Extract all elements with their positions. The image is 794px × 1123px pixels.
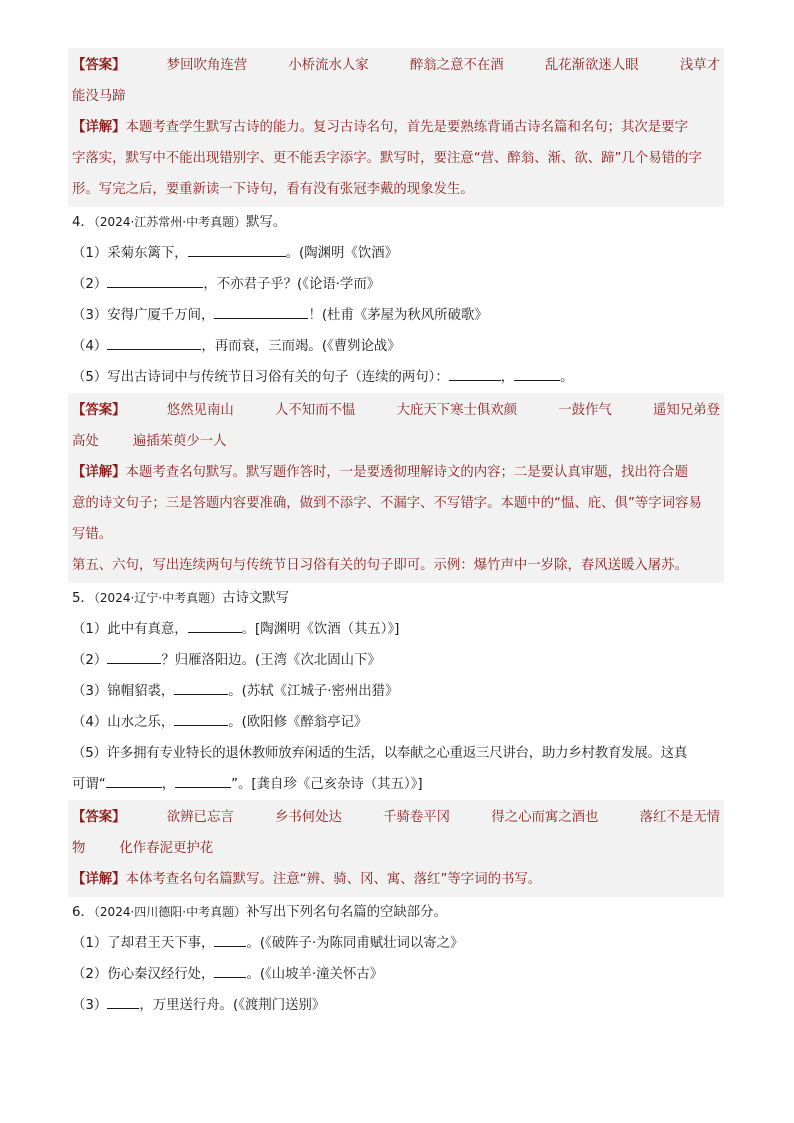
detail-line: 意的诗文句子；三是答题内容要准确，做到不添字、不漏字、不写错字。本题中的“愠、庇、俱”等字词容易 [72, 496, 702, 511]
item-text: 。(《破阵子·为陈同甫赋壮词以寄之》 [246, 936, 464, 951]
item-text: ”。[龚自珍《己亥杂诗（其五）》] [231, 777, 423, 792]
document-page [68, 48, 724, 1021]
question-item [72, 614, 720, 645]
question-item [72, 928, 720, 959]
item-text: （2） [72, 653, 108, 668]
detail-text: 本题考查学生默写古诗的能力。复习古诗名句，首先是要熟练背诵古诗名篇和名句；其次是要字 [125, 120, 688, 135]
item-text: （2） [72, 277, 108, 292]
question-item [72, 238, 720, 269]
item-text: （3）锦帽貂裘， [72, 684, 175, 699]
answer-item: 醉翁之意不在酒 [409, 58, 504, 73]
answer-item: 物 [72, 841, 86, 856]
answer-blank[interactable] [107, 275, 203, 288]
answer-item: 得之心而寓之酒也 [491, 810, 599, 825]
question-item: （5）许多拥有专业特长的退休教师放弃闲适的生活，以奉献之心重返三尺讲台，助力乡村教育发展。这真 [72, 746, 688, 761]
question-heading [72, 897, 720, 928]
item-text: （1）此中有真意， [72, 622, 188, 637]
item-text: ！(杜甫《茅屋为秋风所破歌》 [308, 308, 488, 323]
question-source: （2024·四川德阳·中考真题） [93, 905, 247, 919]
answer-item: 浅草才 [679, 58, 720, 73]
detail-line [72, 864, 720, 895]
question-number: 4． [72, 215, 94, 230]
question-heading [72, 207, 720, 238]
answer-block-q5 [68, 800, 724, 897]
question-item [72, 300, 720, 331]
answer-item: 高处 [72, 434, 99, 449]
question-item [72, 331, 720, 362]
item-text: （1）采菊东篱下， [72, 246, 188, 261]
question-item [72, 645, 720, 676]
detail-line [72, 112, 720, 143]
answer-item: 遥知兄弟登 [653, 403, 720, 418]
question-instruction: 默写。 [246, 215, 287, 230]
answer-row [72, 50, 720, 81]
item-text: （2）伤心秦汉经行处， [72, 967, 215, 982]
answer-item: 欲辨已忘言 [166, 810, 234, 825]
question-instruction: 补写出下列名句名篇的空缺部分。 [246, 905, 447, 920]
detail-text: 本体考查名句名篇默写。注意“辨、骑、冈、寓、落红”等字词的书写。 [125, 872, 542, 887]
question-item [72, 769, 720, 800]
detail-tag: 【详解】 [72, 872, 126, 887]
question-item [72, 959, 720, 990]
detail-line: 字落实，默写中不能出现错别字、更不能丢字添字。默写时，要注意“营、醉翁、渐、欲、蹄”几个易错的字 [72, 151, 702, 166]
item-text: ？归雁洛阳边。(王湾《次北固山下》 [161, 653, 381, 668]
answer-row [72, 395, 720, 426]
answer-item: 大庇天下寒士俱欢颜 [396, 403, 518, 418]
question-item [72, 269, 720, 300]
answer-item: 乡书何处达 [274, 810, 342, 825]
item-text: 。[陶渊明《饮酒（其五）》] [241, 622, 400, 637]
question-source: （2024·辽宁·中考真题） [93, 591, 223, 605]
item-text: 。(陶渊明《饮酒》 [285, 246, 399, 261]
item-text: ， [500, 370, 515, 385]
question-instruction: 古诗文默写 [222, 591, 290, 606]
answer-blank[interactable] [449, 368, 501, 381]
detail-tag: 【详解】 [72, 465, 126, 480]
answer-blank[interactable] [174, 682, 228, 695]
answer-item: 小桥流水人家 [288, 58, 369, 73]
item-text: （5）写出古诗词中与传统节日习俗有关的句子（连续的两句）： [72, 370, 449, 385]
question-4 [68, 207, 724, 393]
answer-blank[interactable] [514, 368, 560, 381]
question-6 [68, 897, 724, 1021]
detail-tag: 【详解】 [72, 120, 126, 135]
answer-blank[interactable] [214, 965, 246, 978]
item-text: ，再而衰，三而竭。(《曹刿论战》 [201, 339, 401, 354]
answer-item: 一鼓作气 [558, 403, 612, 418]
answer-tag: 【答案】 [72, 58, 126, 73]
answer-tag: 【答案】 [72, 403, 126, 418]
answer-item: 乱花渐欲迷人眼 [544, 58, 639, 73]
item-text: 。(欧阳修《醉翁亭记》 [228, 715, 368, 730]
detail-line: 写错。 [72, 527, 113, 542]
detail-line: 形。写完之后，要重新读一下诗句，看有没有张冠李戴的现象发生。 [72, 182, 474, 197]
item-text: 。(《山坡羊·潼关怀古》 [246, 967, 384, 982]
answer-item: 梦回吹角连营 [166, 58, 248, 73]
answer-block-q3 [68, 48, 724, 207]
answer-item: 落红不是无情 [639, 810, 720, 825]
answer-blank[interactable] [107, 651, 161, 664]
answer-item: 遍插茱萸少一人 [132, 434, 227, 449]
question-item [72, 676, 720, 707]
answer-continuation [72, 833, 720, 864]
question-number: 5． [72, 591, 94, 606]
question-item [72, 990, 720, 1021]
item-text: 可谓“ [72, 777, 106, 792]
answer-item: 千骑卷平冈 [383, 810, 451, 825]
question-item [72, 707, 720, 738]
question-number: 6． [72, 905, 94, 920]
item-text: 。 [560, 370, 574, 385]
answer-blank[interactable] [214, 306, 308, 319]
answer-blank[interactable] [174, 713, 228, 726]
item-text: （3） [72, 998, 108, 1013]
answer-blank[interactable] [188, 244, 286, 257]
question-source: （2024·江苏常州·中考真题） [93, 215, 247, 229]
answer-block-q4 [68, 393, 724, 583]
item-text: 。(苏轼《江城子·密州出猎》 [228, 684, 399, 699]
detail-line [72, 457, 720, 488]
answer-blank[interactable] [188, 620, 242, 633]
answer-blank[interactable] [107, 996, 139, 1009]
question-item [72, 362, 720, 393]
answer-blank[interactable] [106, 775, 162, 788]
item-text: （4）山水之乐， [72, 715, 175, 730]
item-text: ，不亦君子乎？(《论语·学而》 [203, 277, 381, 292]
answer-continuation: 能没马蹄 [72, 89, 126, 104]
question-heading [72, 583, 720, 614]
detail-text: 本题考查名句默写。默写题作答时，一是要透彻理解诗文的内容；二是要认真审题，找出符合题 [125, 465, 688, 480]
answer-continuation [72, 426, 720, 457]
answer-row [72, 802, 720, 833]
item-text: ，万里送行舟。(《渡荆门送别》 [139, 998, 326, 1013]
answer-item: 化作春泥更护花 [119, 841, 214, 856]
detail-line: 第五、六句，写出连续两句与传统节日习俗有关的句子即可。示例：爆竹声中一岁除，春风送暖入屠苏。 [72, 558, 688, 573]
answer-item: 悠然见南山 [166, 403, 234, 418]
item-text: （4） [72, 339, 108, 354]
item-text: （3）安得广厦千万间， [72, 308, 215, 323]
answer-blank[interactable] [175, 775, 231, 788]
item-text: （1）了却君王天下事， [72, 936, 215, 951]
answer-tag: 【答案】 [72, 810, 126, 825]
item-text: ， [161, 777, 176, 792]
answer-blank[interactable] [214, 934, 246, 947]
answer-blank[interactable] [107, 337, 201, 350]
question-5 [68, 583, 724, 800]
answer-item: 人不知而不愠 [274, 403, 356, 418]
